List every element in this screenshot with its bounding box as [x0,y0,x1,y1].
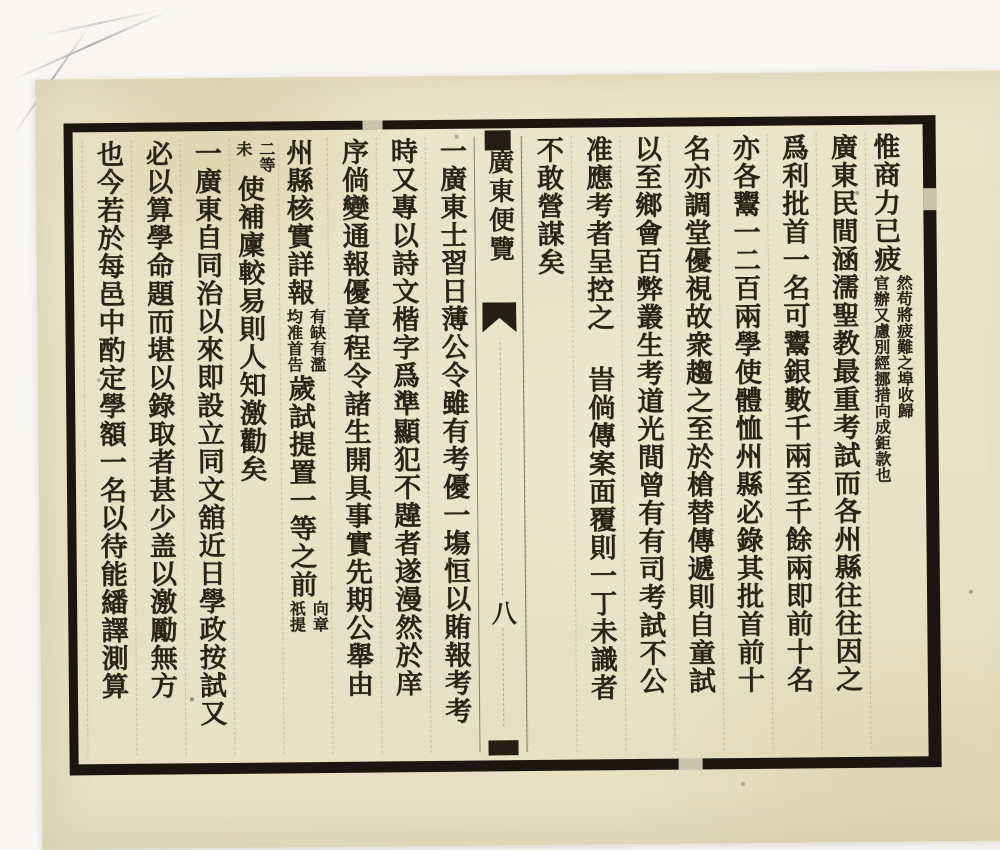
text-column [180,139,235,755]
text-column [718,134,773,750]
interlinear-annotation [869,274,917,482]
column-text: 使補廩較易則人知激勸矣 [232,174,267,483]
text-column [865,132,920,748]
annotation-right-line: 有缺有濫 [307,307,327,373]
annotation-right-line: 向章 [310,599,330,633]
frame-wear-mark [923,188,936,210]
annotation-right-line: 二等 [256,140,276,173]
annotation-left-line: 均准首告 [284,308,304,373]
interlinear-annotation [232,140,278,172]
column-text: 名亦調堂優視故衆趨之至於槍替傳遞則自童試 [678,134,716,695]
column-text: 旹倘傳案面覆則一丁未識者 [582,365,618,702]
annotation-right-line: 然苟將疲難之埠收歸 [893,274,915,419]
column-text: 爲利批首一名可鬻銀數千兩至千餘兩即前十名 [776,133,813,694]
column-text: 不敢營謀矣 [531,135,564,277]
column-gap [597,331,598,365]
paper-crease [13,10,169,81]
text-column [522,136,577,752]
page-number: 八 [484,598,520,627]
column-text: 時又專以詩文楷字爲準顯犯不韙者遂漫然於庠 [385,137,423,698]
book-title: 廣東便覽 [483,148,515,265]
column-text: 廣東民間涵濡聖教最重考試而各州縣往往因之 [825,132,862,694]
annotation-left-line: 官辦又慮別經挪措向成鉅款也 [870,274,892,483]
text-column [767,133,822,749]
book-page-paper [35,70,1000,850]
frame-wear-mark [362,120,382,129]
fold-center-line [500,342,505,726]
text-column [82,140,137,756]
center-fold-column [474,136,528,752]
column-text: 州縣核實詳報 [281,138,314,307]
interlinear-annotation [285,600,331,632]
column-text: 准應考者呈控之 [580,135,614,332]
text-column [571,135,626,751]
text-column [816,133,871,749]
text-column [131,139,186,755]
column-text: 惟商力已疲 [868,132,901,273]
frame-wear-mark [679,758,703,769]
column-text: 也今若於每邑中酌定學額一名以待能繙譯測算 [91,139,129,701]
paper-specks [35,80,37,82]
column-text: 一廣東自同治以來即設立同文舘近日學政按試又 [189,138,227,728]
column-text: 以至鄉會百弊叢生考道光間曾有有司考試不公 [629,134,667,696]
column-text: 歲試提置一等之前 [283,374,317,599]
text-frame-border [63,115,941,775]
column-text: 必以算學命題而堪以錄取者甚少盖以激勵無方 [140,139,178,700]
text-block [73,124,929,764]
text-column [278,138,333,754]
interlinear-annotation [282,308,329,372]
text-column [327,138,382,754]
column-text: 亦各鬻一二百兩學使體恤州縣必錄其批首前十 [727,133,764,695]
text-column [425,137,480,753]
text-column [376,137,431,753]
fold-bottom-bar [488,740,518,755]
annotation-left-line: 未 [233,140,253,157]
annotation-left-line: 祇提 [287,600,307,633]
fishtail-ornament [482,302,516,332]
column-text: 序倘變通報優章程令諸生開具事實先期公舉由 [336,137,374,698]
text-column [620,135,675,751]
text-column [669,134,724,750]
column-text: 一廣東士習日薄公令雖有考優一塲恒以賄報考考 [434,136,472,725]
